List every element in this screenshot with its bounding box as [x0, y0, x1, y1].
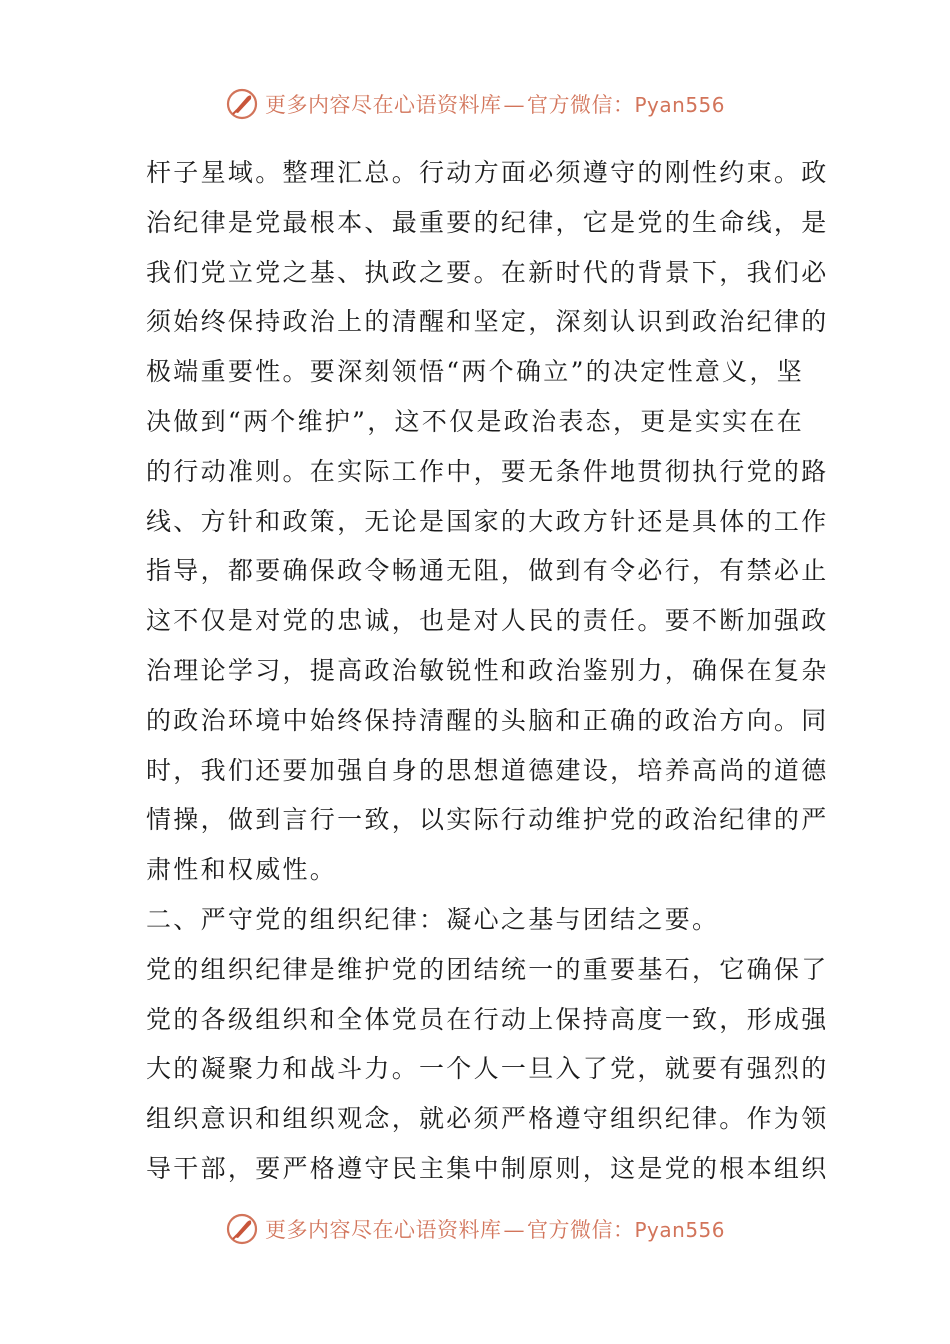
footer-watermark	[0, 1209, 950, 1249]
text-line: 导干部，要严格遵守民主集中制原则，这是党的根本组织	[146, 1153, 829, 1183]
watermark-separator: —	[503, 93, 525, 117]
text-line: 决做到“两个维护”，这不仅是政治表态，更是实实在在	[146, 406, 805, 436]
watermark-label: 官方微信：	[526, 93, 635, 117]
header-watermark	[0, 84, 950, 124]
text-line: 指导，都要确保政令畅通无阻，做到有令必行，有禁必止	[146, 556, 829, 586]
watermark-separator: —	[503, 1218, 525, 1242]
text-line: 杆子星域。整理汇总。行动方面必须遵守的刚性约束。政	[146, 158, 829, 187]
section-heading: 二、严守党的组织纪律：凝心之基与团结之要。	[146, 904, 720, 934]
text-line: 情操，做到言行一致，以实际行动维护党的政治纪律的严	[146, 805, 829, 835]
text-line: 组织意识和组织观念，就必须严格遵守组织纪律。作为领	[146, 1104, 829, 1134]
text-line: 线、方针和政策，无论是国家的大政方针还是具体的工作	[146, 506, 829, 536]
document-body	[146, 148, 829, 1194]
text-line: 这不仅是对党的忠诚，也是对人民的责任。要不断加强政	[146, 606, 829, 636]
watermark-text	[265, 1214, 725, 1244]
text-line: 治纪律是党最根本、最重要的纪律，它是党的生命线，是	[146, 207, 829, 237]
watermark-brand: 更多内容尽在心语资料库	[264, 1218, 502, 1242]
text-line: 党的各级组织和全体党员在行动上保持高度一致，形成强	[146, 1004, 829, 1034]
quill-logo-icon	[225, 1212, 259, 1246]
watermark-label: 官方微信：	[526, 1218, 635, 1242]
text-line: 须始终保持政治上的清醒和坚定，深刻认识到政治纪律的	[146, 307, 829, 337]
watermark-text	[265, 89, 725, 119]
watermark-handle: Pyan556	[634, 93, 725, 117]
text-line: 的行动准则。在实际工作中，要无条件地贯彻执行党的路	[146, 456, 829, 486]
text-line: 肃性和权威性。	[146, 855, 338, 885]
text-line: 党的组织纪律是维护党的团结统一的重要基石，它确保了	[146, 954, 829, 984]
text-line: 时，我们还要加强自身的思想道德建设，培养高尚的道德	[146, 755, 829, 785]
text-line: 我们党立党之基、执政之要。在新时代的背景下，我们必	[146, 257, 829, 287]
watermark-handle: Pyan556	[634, 1218, 725, 1242]
watermark-brand: 更多内容尽在心语资料库	[264, 93, 502, 117]
text-line: 极端重要性。要深刻领悟“两个确立”的决定性意义，坚	[146, 357, 805, 387]
text-line: 治理论学习，提高政治敏锐性和政治鉴别力，确保在复杂	[146, 655, 829, 685]
quill-logo-icon	[225, 87, 259, 121]
text-line: 的政治环境中始终保持清醒的头脑和正确的政治方向。同	[146, 705, 829, 735]
text-line: 大的凝聚力和战斗力。一个人一旦入了党，就要有强烈的	[146, 1054, 829, 1084]
